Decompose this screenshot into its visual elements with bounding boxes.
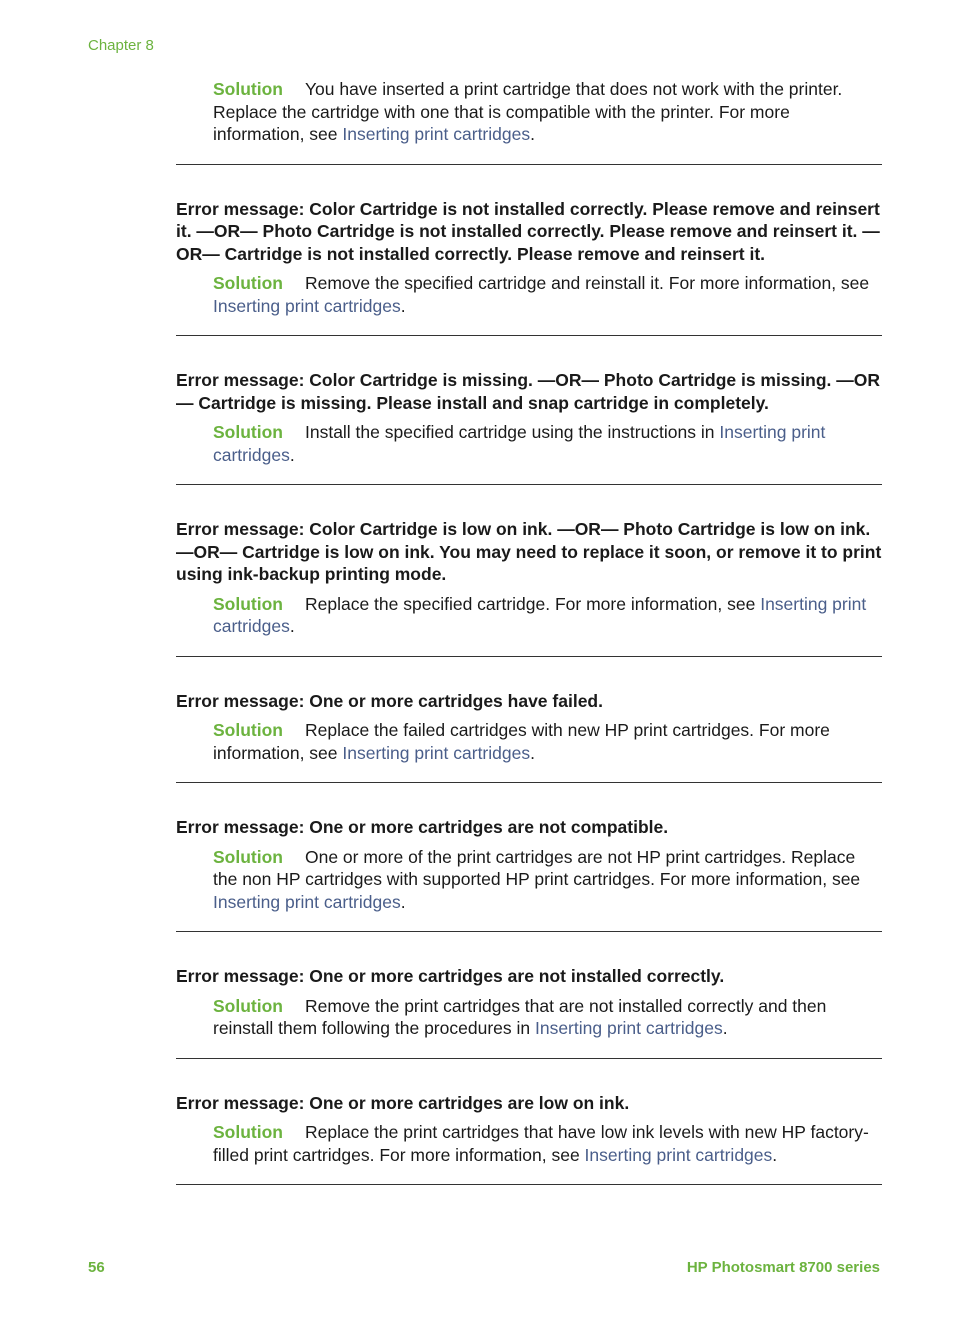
- inserting-cartridges-link[interactable]: Inserting print cartridges: [342, 742, 531, 763]
- footer-page-number: 56: [88, 1259, 105, 1276]
- intro-solution-block: [176, 78, 882, 146]
- solution-text: Replace the failed cartridges with new HP print cartridges. For more information, see: [213, 720, 830, 763]
- solution-paragraph: [213, 719, 882, 764]
- solution-block: [176, 995, 882, 1040]
- inserting-cartridges-link[interactable]: Inserting print cartridges: [213, 891, 401, 912]
- error-section: [176, 816, 882, 913]
- inserting-cartridges-link[interactable]: Inserting print cartridges: [213, 295, 401, 316]
- solution-label: Solution: [213, 422, 283, 442]
- solution-block: [176, 593, 882, 638]
- solution-text-end: .: [772, 1144, 778, 1165]
- solution-paragraph: [213, 78, 882, 146]
- solution-block: [176, 421, 882, 466]
- error-message-title: Error message: One or more cartridges are not compatible.: [176, 817, 669, 837]
- solution-label: Solution: [213, 720, 283, 740]
- solution-label: Solution: [213, 79, 283, 99]
- error-message-title: Error message: One or more cartridges are not installed correctly.: [176, 966, 725, 986]
- solution-label: Solution: [213, 273, 283, 293]
- inserting-cartridges-link[interactable]: Inserting print cartridges: [342, 124, 531, 144]
- solution-text-end: .: [722, 1018, 728, 1038]
- section-divider: [176, 1184, 882, 1185]
- solution-paragraph: [213, 272, 882, 317]
- inserting-cartridges-link[interactable]: Inserting print cartridges: [213, 593, 867, 636]
- inserting-cartridges-link[interactable]: Inserting print cartridges: [534, 1018, 723, 1038]
- solution-block: [176, 846, 882, 914]
- error-message-title: Error message: Color Cartridge is not installed correctly. Please remove and reinsert it. —OR— Photo Cartridge is not installed correctly. Please remove and reinsert it. —OR— Cartridge is not installed correctly. Please remove and reinsert it.: [176, 198, 880, 264]
- section-divider: [176, 335, 882, 336]
- error-message-title: Error message: One or more cartridges are low on ink.: [176, 1092, 630, 1113]
- solution-text: Replace the print cartridges that have low ink levels with new HP factory-filled print cartridges. For more information, see: [213, 1122, 869, 1165]
- solution-text-end: .: [289, 616, 295, 636]
- solution-text: One or more of the print cartridges are not HP print cartridges. Replace the non HP cartridges with supported HP print cartridges. For more information, see: [213, 846, 861, 889]
- error-section: [176, 690, 882, 765]
- solution-label: Solution: [213, 846, 283, 867]
- section-divider: [176, 164, 882, 165]
- solution-paragraph: [213, 421, 882, 466]
- solution-text: Replace the specified cartridge. For more information, see: [304, 593, 761, 614]
- error-section: [176, 1092, 882, 1167]
- inserting-cartridges-link[interactable]: Inserting print cartridges: [213, 422, 826, 465]
- solution-block: [176, 272, 882, 317]
- solution-label: Solution: [213, 593, 283, 614]
- solution-text-end: .: [400, 295, 406, 316]
- solution-label: Solution: [213, 995, 283, 1016]
- section-divider: [176, 782, 882, 783]
- solution-paragraph: [213, 1121, 882, 1166]
- solution-text-end: .: [530, 124, 535, 144]
- solution-block: [176, 719, 882, 764]
- error-section: [176, 369, 882, 466]
- solution-paragraph: [213, 593, 882, 638]
- section-divider: [176, 1058, 882, 1059]
- error-message-title: Error message: One or more cartridges have failed.: [176, 690, 603, 711]
- error-message-title: Error message: Color Cartridge is low on ink. —OR— Photo Cartridge is low on ink. —OR— Cartridge is low on ink. You may need to replace it soon, or remove it to print using ink-backup printing mode.: [176, 519, 882, 584]
- solution-text: Install the specified cartridge using the instructions in: [304, 422, 720, 442]
- error-section: [176, 518, 882, 638]
- section-divider: [176, 484, 882, 485]
- solution-block: [176, 1121, 882, 1166]
- solution-label: Solution: [213, 1122, 283, 1142]
- page-content: [176, 78, 882, 1218]
- solution-text-end: .: [400, 891, 406, 912]
- solution-paragraph: [213, 995, 882, 1040]
- footer-product-name: HP Photosmart 8700 series: [686, 1259, 880, 1276]
- solution-text-end: .: [289, 444, 295, 465]
- solution-text-end: .: [530, 742, 535, 763]
- section-divider: [176, 656, 882, 657]
- solution-text: Remove the print cartridges that are not installed correctly and then reinstall them following the procedures in: [213, 995, 827, 1038]
- solution-text: Remove the specified cartridge and reinstall it. For more information, see: [304, 273, 870, 293]
- inserting-cartridges-link[interactable]: Inserting print cartridges: [584, 1144, 773, 1165]
- error-message-title: Error message: Color Cartridge is missing. —OR— Photo Cartridge is missing. —OR— Cartridge is missing. Please install and snap cartridge in completely.: [176, 370, 881, 413]
- running-header-chapter: Chapter 8: [88, 37, 154, 54]
- solution-paragraph: [213, 846, 882, 914]
- solution-text: You have inserted a print cartridge that does not work with the printer. Replace the cartridge with one that is compatible with the printer. For more information, see: [213, 79, 843, 144]
- error-section: [176, 198, 882, 318]
- error-section: [176, 965, 882, 1040]
- section-divider: [176, 931, 882, 932]
